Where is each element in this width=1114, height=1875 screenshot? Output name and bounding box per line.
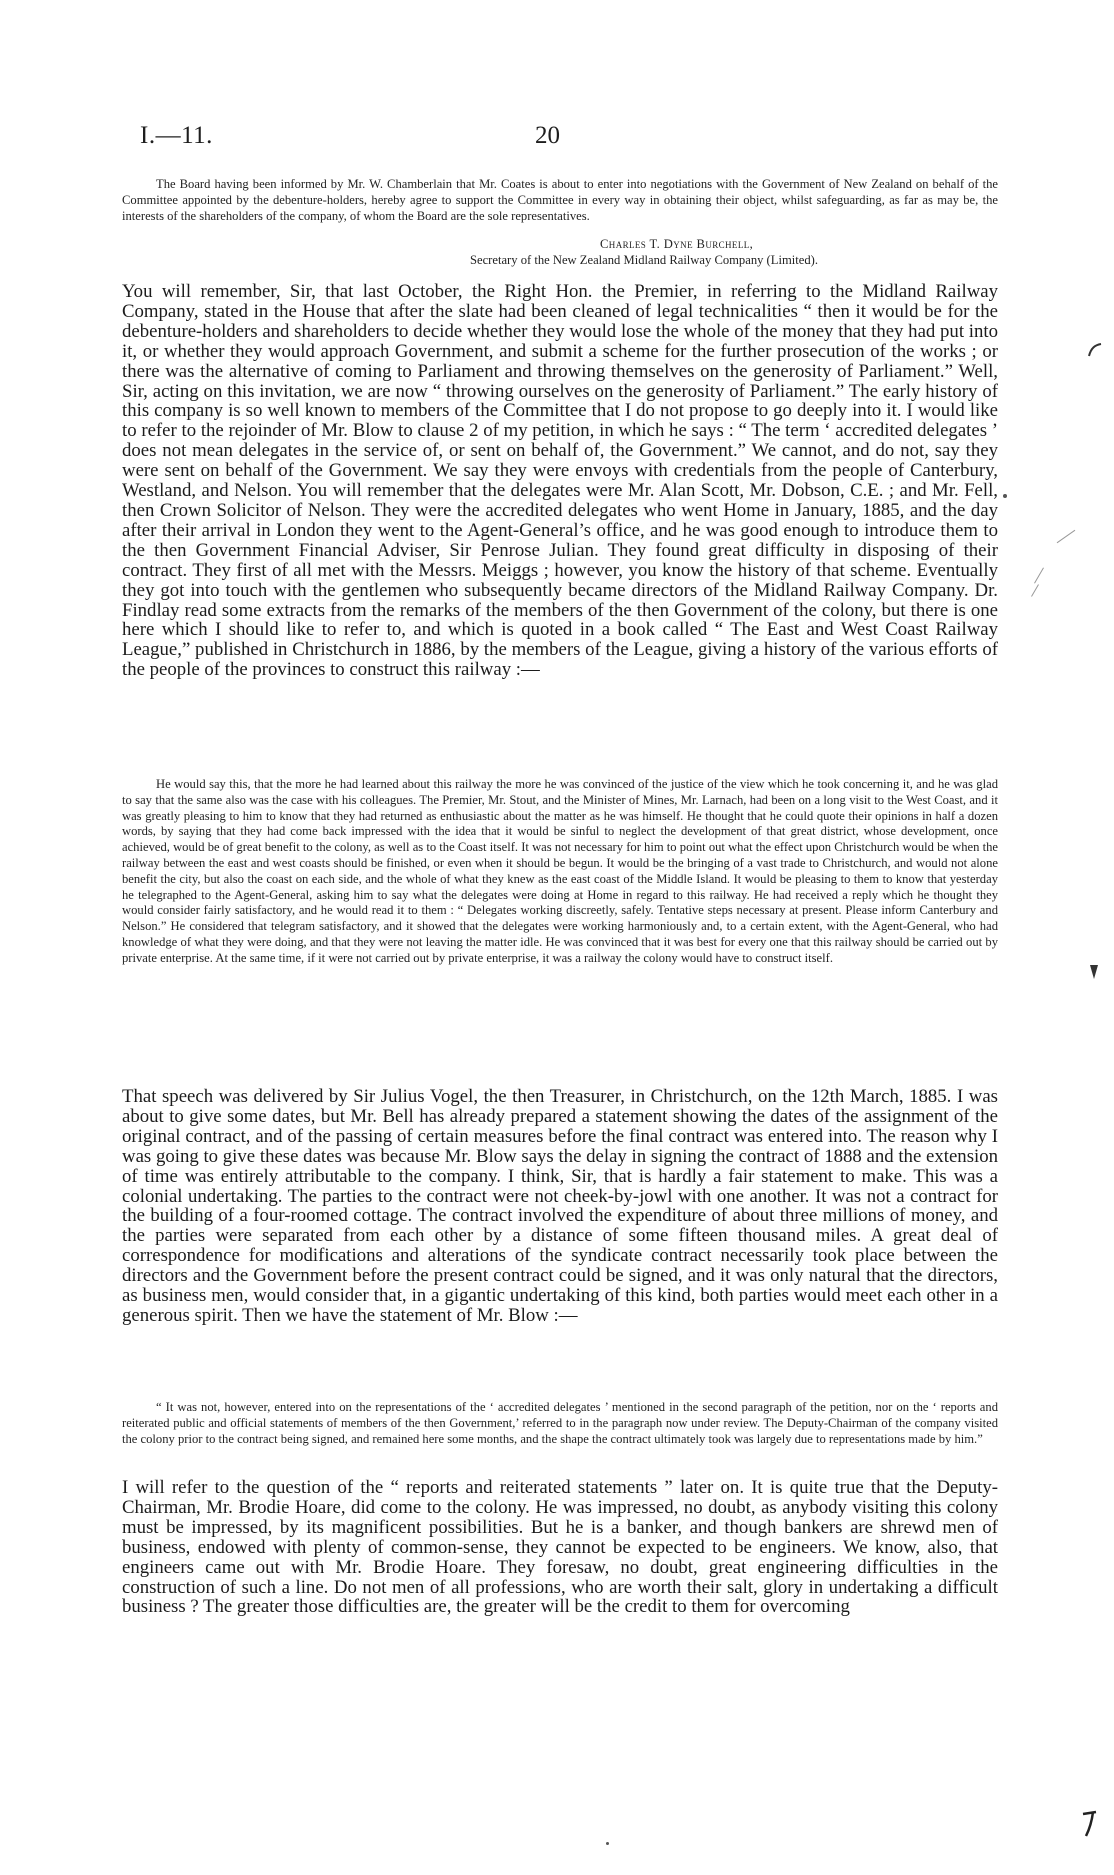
margin-hook-mark-icon — [1080, 1808, 1100, 1838]
margin-pen-mark-icon — [1085, 340, 1105, 360]
resolution-text: The Board having been informed by Mr. W. Chamberlain that Mr. Coates is about to enter into negotiations with the Government of New Zealand on behalf of the Committee appointed by the debenture-holders, hereby agree to support the Committee in every way in obtaining their object, whilst safeguarding, as far as may be, the interests of the shareholders of the company, of whom the Board are the sole representatives. — [122, 177, 998, 223]
signatory-title: Secretary of the New Zealand Midland Railway Company (Limited). — [470, 252, 818, 267]
quoted-speech-text: He would say this, that the more he had learned about this railway the more he was convinced of the justice of the view which he took concerning it, and he was glad to say that the same also was the case with his colleagues. The Premier, Mr. Stout, and the Minister of Mines, Mr. Larnach, had been on a long visit to the West Coast, and it was greatly pleasing to him to know that they had returned as enthusiastic about the matter as he was himself. He thought that he could quote their opinions in half a dozen words, by saying that they had come back impressed with the idea that it would be sinful to neglect the development of that great district, whose development, once achieved, would be of great benefit to the colony, as well as to the Coast itself. It was not necessary for him to point out what the effect upon Christchurch would be when the railway between the east and west coasts should be finished, or even when it should be begun. It would be the bringing of a vast trade to Christchurch, and would not alone benefit the city, but also the coast on each side, and the whole of what they knew as the east coast of the Middle Island. It would be pleasing to them to know that yesterday he telegraphed to the Agent-General, asking him to say what the delegates were doing at Home in regard to this railway. He had received a reply which he thought they would consider fairly satisfactory, and he would read it to them : “ Delegates working discreetly, safely. Tentative steps necessary at present. Please inform Canterbury and Nelson.” He considered that telegram satisfactory, and it showed that the delegates were working harmoniously and, to a certain extent, with the Agent-General, who had knowledge of what they were doing, and that they were not leaving the matter idle. He was convinced that it was best for every one that this railway should be carried out by private enterprise. At the same time, if it were not carried out by private enterprise, it was a railway the colony would have to construct itself. — [122, 777, 998, 965]
signature-block — [470, 237, 998, 268]
quoted-statement-text: “ It was not, however, entered into on the representations of the ‘ accredited delegates ’ mentioned in the second paragraph of the petition, nor on the ‘ reports and reiterated public and official statements of members of the then Government,’ referred to in the paragraph now under review. The Deputy-Chairman of the company visited the colony prior to the contract being signed, and remained here some months, and the shape the contract ultimately took was largely due to representations made by him.” — [122, 1400, 998, 1446]
page-number: 20 — [535, 122, 560, 149]
board-resolution — [122, 177, 998, 224]
margin-scratch-line — [1034, 567, 1044, 583]
margin-scratch-line — [1057, 530, 1076, 543]
page-header — [140, 122, 980, 158]
sheet-reference: I.—11. — [140, 122, 213, 149]
paragraph-premier-remarks: You will remember, Sir, that last October, the Right Hon. the Premier, in referring to the Midland Railway Company, stated in the House that after the slate had been cleaned of legal technicalities “ then it would be for the debenture-holders and shareholders to decide whether they would lose the whole of the money that they had put into it, or whether they would approach Government, and submit a scheme for the further prosecution of the works ; or there was the alternative of coming to Parliament and throwing themselves on the generosity of Parliament.” Well, Sir, acting on this invitation, we are now “ throwing ourselves on the generosity of Parliament.” The early history of this company is so well known to members of the Committee that I do not propose to go deeply into it. I would like to refer to the rejoinder of Mr. Blow to clause 2 of my petition, in which he says : “ The term ‘ accredited delegates ’ does not mean delegates in the service of, or sent on behalf of, the Government.” We cannot, and do not, say they were sent on behalf of the Government. We say they were envoys with credentials from the people of Canterbury, Westland, and Nelson. You will remember that the delegates were Mr. Alan Scott, Mr. Dobson, C.E. ; and Mr. Fell, then Crown Solicitor of Nelson. They were the accredited delegates who went Home in January, 1885, and the day after their arrival in London they went to the Agent-General’s office, and he was good enough to introduce them to the then Government Financial Adviser, Sir Penrose Julian. They found great difficulty in disposing of their contract. They first of all met with the Messrs. Meiggs ; however, you know the history of that scheme. Eventually they got into touch with the gentlemen who subsequently became directors of the Midland Railway Company. Dr. Findlay read some extracts from the remarks of the members of the then Government of the colony, but there is one here which I should like to refer to, and which is quoted in a book called “ The East and West Coast Railway League,” published in Christchurch in 1886, by the members of the League, giving a history of the various efforts of the people of the provinces to construct this railway :— — [122, 281, 998, 681]
margin-scratch-line — [1031, 584, 1039, 597]
quoted-speech-vogel — [122, 777, 998, 967]
margin-dot-icon — [1003, 494, 1007, 498]
paragraph-speech-dates: That speech was delivered by Sir Julius Vogel, the then Treasurer, in Christchurch, on the 12th March, 1885. I was about to give some dates, but Mr. Bell has already prepared a statement showing the dates of the assignment of the original contract, and of the passing of certain measures before the final contract was entered into. The reason why I was going to give these dates was because Mr. Blow says the delay in signing the contract of 1888 and the extension of time was entirely attributable to the company. I think, Sir, that is hardly a fair statement to make. This was a colonial undertaking. The parties to the contract were not cheek-by-jowl with one another. It was not a contract for the building of a four-roomed cottage. The contract involved the expenditure of about three millions of money, and the parties were separated from each other by a distance of some fifteen thousand miles. A great deal of correspondence for modifications and alterations of the syndicate contract necessarily took place between the directors and the Government before the present contract could be signed, and it was only natural that the directors, as business men, would consider that, in a gigantic undertaking of this kind, both parties would meet each other in a generous spirit. Then we have the statement of Mr. Blow :— — [122, 1086, 998, 1326]
page-foot-dot-icon — [606, 1842, 609, 1845]
signatory-name: Charles T. Dyne Burchell, — [600, 237, 754, 251]
paragraph-brodie-hoare: I will refer to the question of the “ reports and reiterated statements ” later on. It is quite true that the Deputy-Chairman, Mr. Brodie Hoare, did come to the colony. He was impressed, no doubt, as anybody visiting this colony must be impressed, by its magnificent possibilities. But he is a banker, and though bankers are shrewd men of business, endowed with plenty of common-sense, they cannot be expected to be engineers. We know, also, that engineers came out with Mr. Brodie Hoare. They foresaw, no doubt, great engineering difficulties in the construction of such a line. Do not men of all professions, who are worth their salt, glory in undertaking a difficult business ? The greater those difficulties are, the greater will be the credit to them for overcoming — [122, 1477, 998, 1618]
quoted-statement-blow — [122, 1400, 998, 1447]
margin-arrow-mark-icon — [1088, 963, 1100, 981]
